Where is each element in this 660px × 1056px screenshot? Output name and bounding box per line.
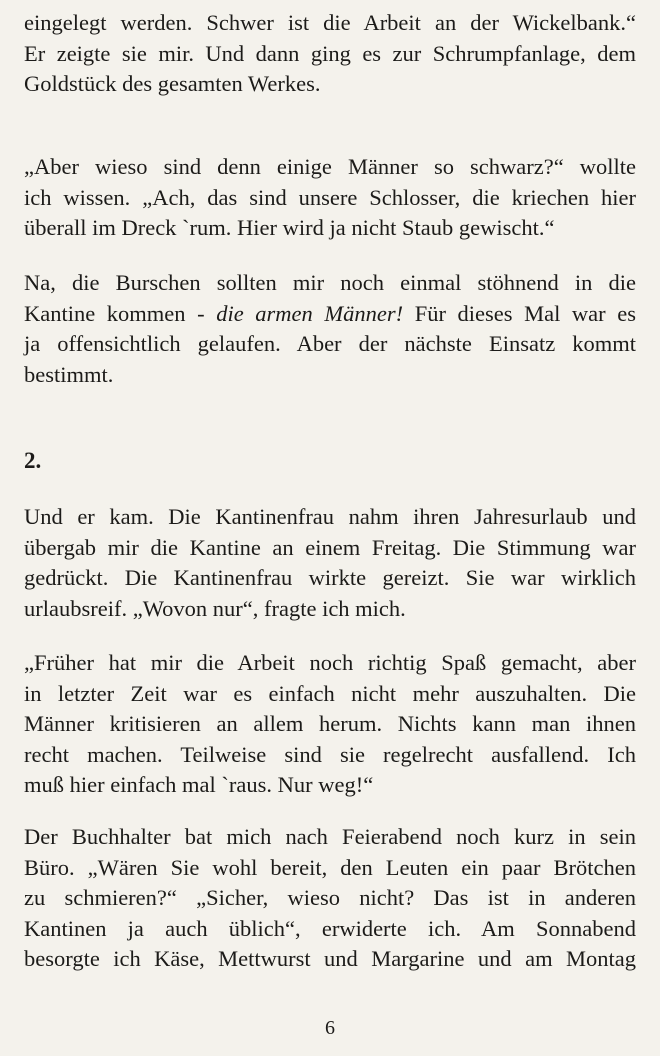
paragraph-1 bbox=[24, 8, 636, 100]
text-line: zu schmieren?“ „Sicher, wieso nicht? Das ist in anderen bbox=[24, 885, 636, 910]
text-line: Kantinen ja auch üblich“, erwiderte ich. Am Sonnabend bbox=[24, 915, 636, 941]
text-line bbox=[24, 299, 636, 330]
text-line: „Aber wieso sind denn einige Männer so schwarz?“ wollte bbox=[24, 154, 636, 179]
text-line: in letzter Zeit war es einfach nicht mehr auszuhalten. Die bbox=[24, 680, 636, 706]
text-line: Na, die Burschen sollten mir noch einmal stöhnend in die bbox=[24, 270, 636, 295]
section-heading: 2. bbox=[24, 448, 42, 473]
text-line: Und er kam. Die Kantinenfrau nahm ihren Jahresurlaub und bbox=[24, 504, 636, 529]
page-number: 6 bbox=[325, 1017, 335, 1039]
paragraph-3 bbox=[24, 268, 636, 390]
paragraph-2 bbox=[24, 152, 636, 244]
text-line: Büro. „Wären Sie wohl bereit, den Leuten ein paar Brötchen bbox=[24, 854, 636, 880]
text-run: Kantine kommen - bbox=[24, 300, 217, 326]
text-line: muß hier einfach mal `raus. Nur weg!“ bbox=[24, 772, 374, 797]
text-line: besorgte ich Käse, Mettwurst und Margarine und am Montag bbox=[24, 946, 636, 971]
text-line: Männer kritisieren an allem herum. Nichts kann man ihnen bbox=[24, 711, 636, 736]
text-line: übergab mir die Kantine an einem Freitag. Die Stimmung war bbox=[24, 534, 636, 560]
text-line: ich wissen. „Ach, das sind unsere Schlosser, die kriechen hier bbox=[24, 184, 636, 210]
text-line: Er zeigte sie mir. Und dann ging es zur Schrumpfanlage, dem bbox=[24, 40, 636, 66]
text-line: bestimmt. bbox=[24, 361, 114, 387]
text-line: recht machen. Teilweise sind sie regelrecht ausfallend. Ich bbox=[24, 741, 636, 767]
paragraph-4 bbox=[24, 502, 636, 624]
text-line: urlaubsreif. „Wovon nur“, fragte ich mich. bbox=[24, 595, 406, 621]
text-line: gedrückt. Die Kantinenfrau wirkte gereizt. Sie war wirklich bbox=[24, 565, 636, 590]
text-line: „Früher hat mir die Arbeit noch richtig Spaß gemacht, aber bbox=[24, 650, 636, 675]
italic-phrase: die armen Männer! bbox=[216, 300, 404, 326]
text-line: eingelegt werden. Schwer ist die Arbeit an der Wickelbank.“ bbox=[24, 10, 636, 35]
text-line: Goldstück des gesamten Werkes. bbox=[24, 71, 321, 96]
paragraph-6 bbox=[24, 822, 636, 975]
paragraph-5 bbox=[24, 648, 636, 801]
text-line: Der Buchhalter bat mich nach Feierabend noch kurz in sein bbox=[24, 824, 636, 849]
text-run: Für dieses Mal war es bbox=[403, 300, 636, 326]
text-line: ja offensichtlich gelaufen. Aber der nächste Einsatz kommt bbox=[24, 331, 636, 356]
text-line: überall im Dreck `rum. Hier wird ja nicht Staub gewischt.“ bbox=[24, 215, 555, 240]
